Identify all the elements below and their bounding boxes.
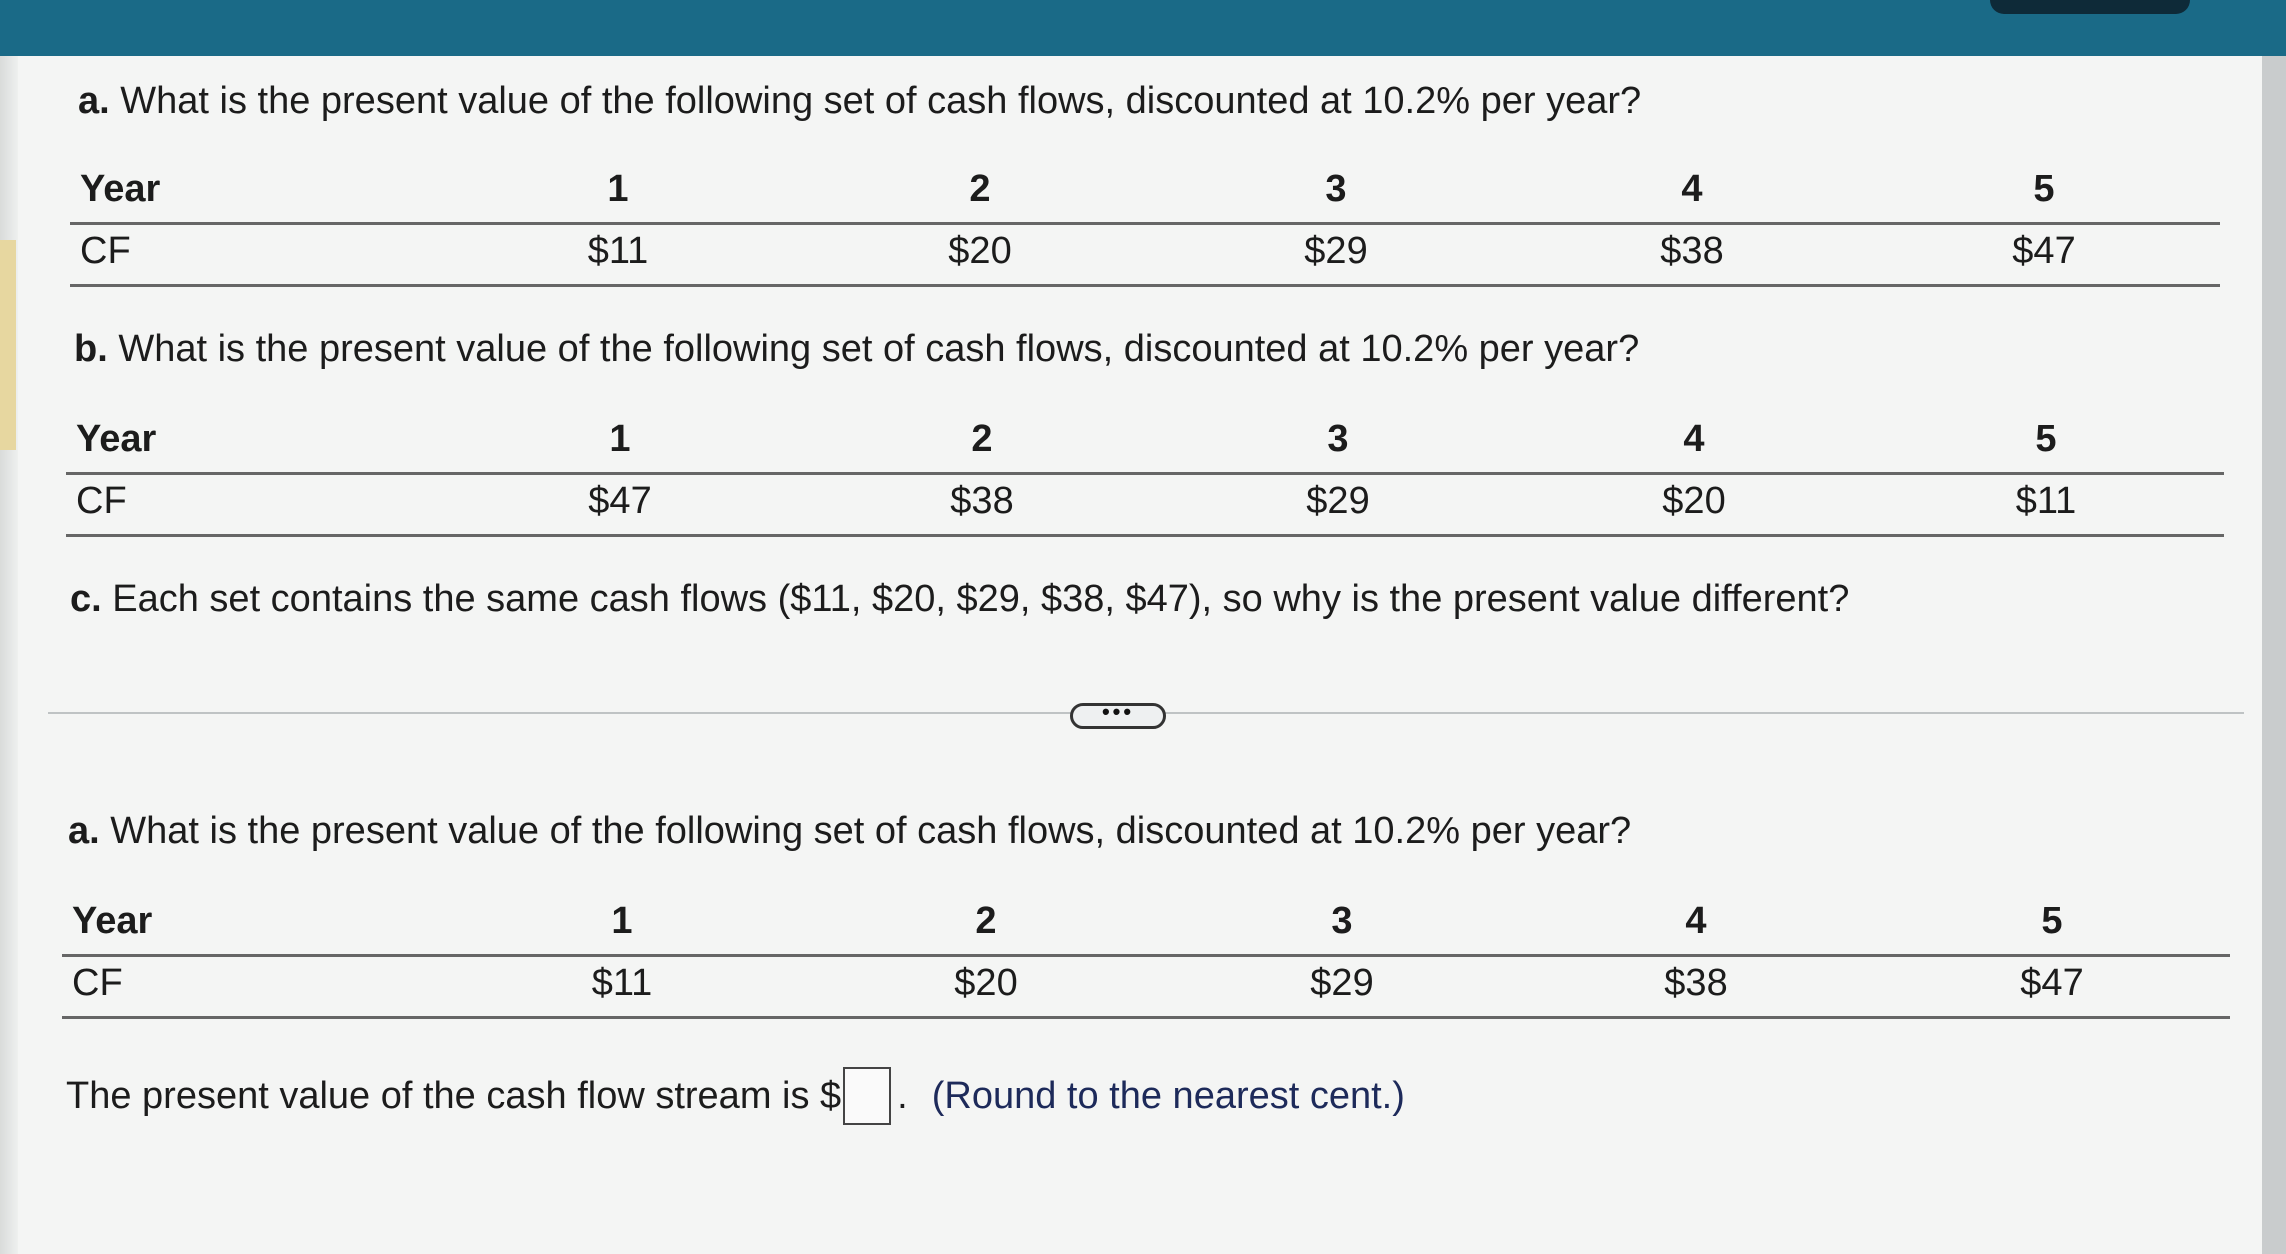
right-edge xyxy=(2262,56,2286,1254)
year-cell: 4 xyxy=(1683,418,1705,460)
question-b-text: What is the present value of the following set of cash flows, discounted at 10.2% per year? xyxy=(118,328,1640,370)
cf-cell: $20 xyxy=(1662,480,1726,522)
year-cell: 3 xyxy=(1325,168,1347,210)
cf-cell: $11 xyxy=(2015,480,2077,522)
year-cell: 1 xyxy=(611,900,633,942)
cf-cell: $47 xyxy=(588,480,652,522)
table-rule xyxy=(66,534,2224,537)
cf-cell: $47 xyxy=(2020,962,2084,1004)
answer-line xyxy=(66,1067,1405,1125)
rounding-hint: (Round to the nearest cent.) xyxy=(931,1074,1405,1117)
year-cell: 2 xyxy=(975,900,997,942)
part-a-question xyxy=(68,810,1631,853)
table-row xyxy=(62,892,2230,948)
cf-cell: $20 xyxy=(954,962,1018,1004)
cf-cell: $29 xyxy=(1304,230,1368,272)
cf-cell: $38 xyxy=(1660,230,1724,272)
year-cell: 3 xyxy=(1331,900,1353,942)
year-cell: 2 xyxy=(971,418,993,460)
table-rule xyxy=(70,284,2220,287)
cf-header: CF xyxy=(80,230,131,272)
table-row xyxy=(70,160,2220,216)
year-cell: 2 xyxy=(969,168,991,210)
left-edge xyxy=(0,56,18,1254)
table-row xyxy=(66,410,2224,466)
question-c xyxy=(70,578,1849,621)
question-b xyxy=(74,328,1639,371)
cf-cell: $38 xyxy=(1664,962,1728,1004)
cf-header: CF xyxy=(72,962,123,1004)
question-c-label: c. xyxy=(70,578,102,620)
question-c-text: Each set contains the same cash flows ($11, $20, $29, $38, $47), so why is the present value different? xyxy=(112,578,1850,620)
cash-flow-table-a xyxy=(70,160,2220,290)
cf-header: CF xyxy=(76,480,127,522)
cash-flow-table-a-answer xyxy=(62,892,2230,1022)
answer-prefix: The present value of the cash flow stream is $ xyxy=(66,1074,842,1117)
year-cell: 5 xyxy=(2035,418,2057,460)
cf-cell: $11 xyxy=(587,230,649,272)
year-cell: 4 xyxy=(1685,900,1707,942)
table-row xyxy=(62,954,2230,1010)
question-a-text: What is the present value of the following set of cash flows, discounted at 10.2% per year? xyxy=(120,80,1642,122)
cf-cell: $29 xyxy=(1306,480,1370,522)
cf-cell: $11 xyxy=(591,962,653,1004)
question-a xyxy=(78,80,1641,123)
year-header: Year xyxy=(72,900,153,942)
part-a-text: What is the present value of the following set of cash flows, discounted at 10.2% per year? xyxy=(110,810,1632,852)
top-bar xyxy=(0,0,2286,56)
year-cell: 1 xyxy=(607,168,629,210)
cf-cell: $29 xyxy=(1310,962,1374,1004)
year-header: Year xyxy=(80,168,161,210)
left-highlight-strip xyxy=(0,240,16,450)
cf-cell: $38 xyxy=(950,480,1014,522)
cash-flow-table-b xyxy=(66,410,2224,540)
top-bar-tab xyxy=(1990,0,2190,14)
year-cell: 5 xyxy=(2041,900,2063,942)
answer-period: . xyxy=(897,1074,908,1117)
year-cell: 5 xyxy=(2033,168,2055,210)
table-rule xyxy=(62,1016,2230,1019)
year-cell: 3 xyxy=(1327,418,1349,460)
table-row xyxy=(66,472,2224,528)
question-b-label: b. xyxy=(74,328,108,370)
part-a-label: a. xyxy=(68,810,100,852)
expand-more-button[interactable]: ••• xyxy=(1070,703,1166,729)
table-row xyxy=(70,222,2220,278)
year-header: Year xyxy=(76,418,157,460)
cf-cell: $20 xyxy=(948,230,1012,272)
year-cell: 4 xyxy=(1681,168,1703,210)
cf-cell: $47 xyxy=(2012,230,2076,272)
question-a-label: a. xyxy=(78,80,110,122)
present-value-input[interactable] xyxy=(843,1067,891,1125)
year-cell: 1 xyxy=(609,418,631,460)
